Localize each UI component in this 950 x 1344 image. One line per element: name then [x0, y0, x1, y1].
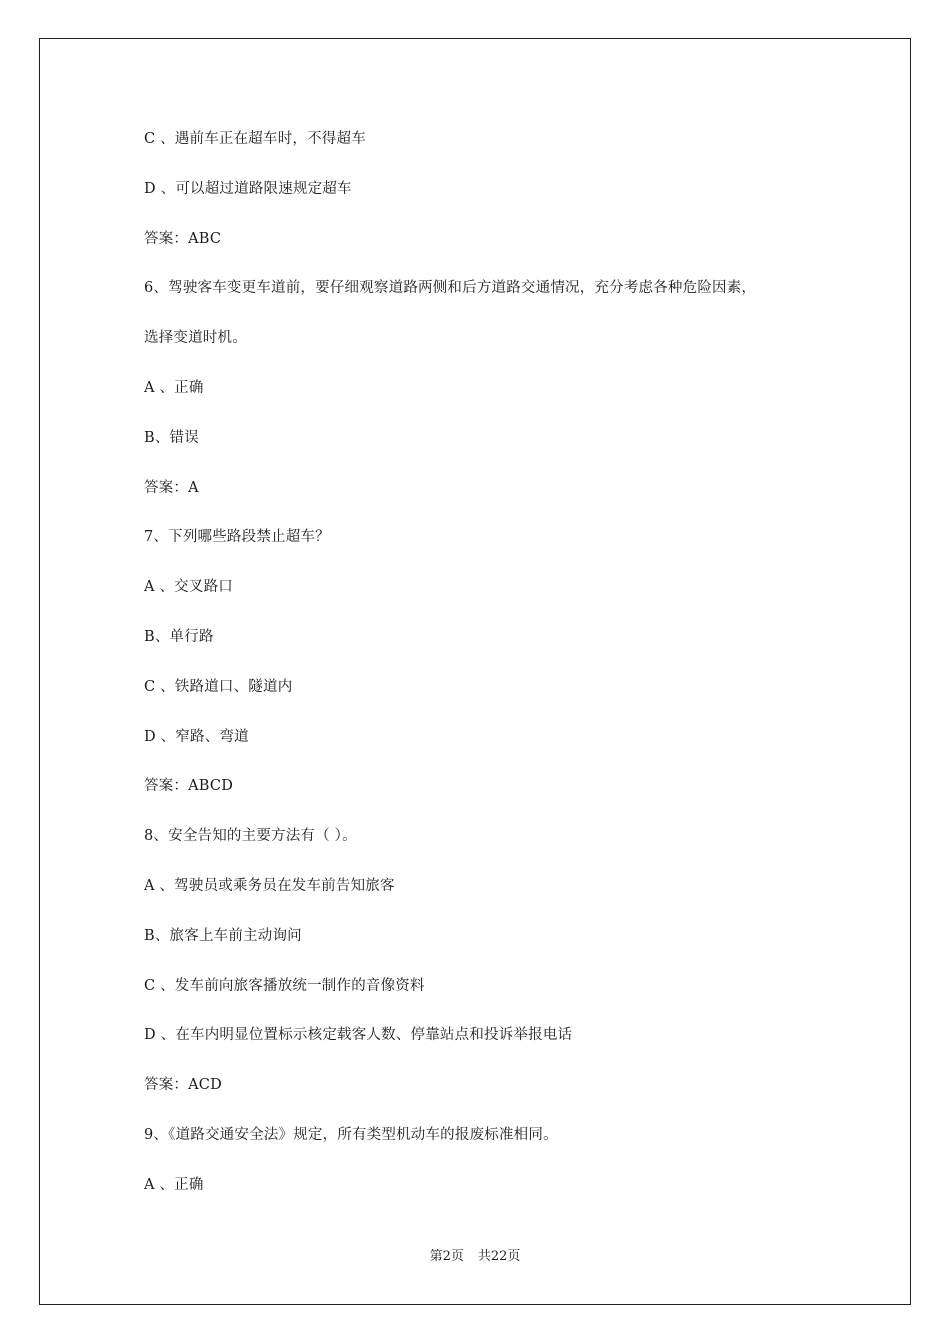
document-body — [144, 127, 844, 1223]
option-line: A 、正确 — [144, 1176, 204, 1193]
question-line: 9、《道路交通安全法》规定，所有类型机动车的报废标准相同。 — [144, 1126, 558, 1143]
option-line: D 、可以超过道路限速规定超车 — [144, 180, 352, 197]
question-line: 8、安全告知的主要方法有（ ）。 — [144, 828, 357, 845]
page-total: 共22页 — [477, 1249, 521, 1264]
page-number: 第2页 — [429, 1249, 464, 1264]
option-line: A 、交叉路口 — [144, 579, 233, 596]
option-line: C 、铁路道口、隧道内 — [144, 678, 293, 695]
option-line: B、单行路 — [144, 628, 214, 645]
page-footer — [0, 1248, 950, 1266]
question-line: 7、下列哪些路段禁止超车？ — [144, 529, 330, 546]
option-line: A 、驾驶员或乘务员在发车前告知旅客 — [144, 877, 395, 894]
answer-line: 答案：ABC — [144, 230, 222, 247]
option-line: D 、在车内明显位置标示核定载客人数、停靠站点和投诉举报电话 — [144, 1027, 573, 1044]
option-line: A 、正确 — [144, 379, 204, 396]
option-line: B、旅客上车前主动询问 — [144, 927, 302, 944]
question-line: 6、驾驶客车变更车道前，要仔细观察道路两侧和后方道路交通情况，充分考虑各种危险因素， — [144, 280, 757, 297]
option-line: C 、遇前车正在超车时，不得超车 — [144, 131, 366, 147]
answer-line: 答案：ABCD — [144, 778, 234, 795]
option-line: C 、发车前向旅客播放统一制作的音像资料 — [144, 977, 425, 994]
option-line: B、错误 — [144, 429, 199, 446]
answer-line: 答案：ACD — [144, 1077, 222, 1094]
option-line: D 、窄路、弯道 — [144, 728, 249, 745]
answer-line: 答案：A — [144, 479, 199, 496]
question-line-continued: 选择变道时机。 — [144, 330, 247, 347]
